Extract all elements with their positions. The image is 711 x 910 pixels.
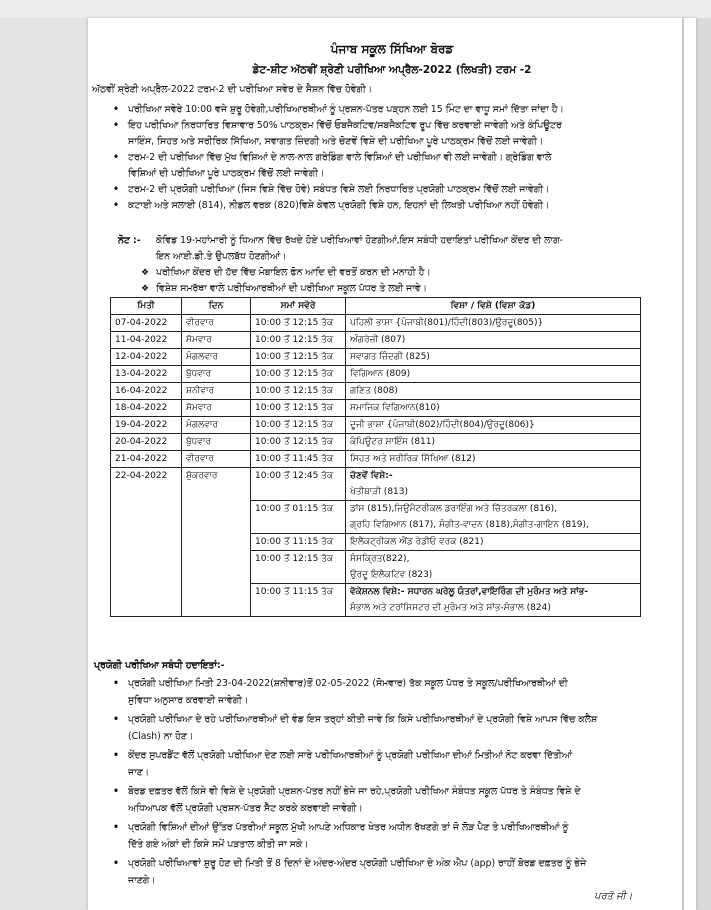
practical-item: ਅਧਿਆਪਕ ਵੱਲੋਂ ਪ੍ਰਯੋਗੀ ਪ੍ਰਸ਼ਨ-ਪੱਤਰ ਸੈੱਟ ਕਰਕੇ ਕਰਵਾਈ ਜਾਵੇਗੀ। bbox=[128, 803, 363, 814]
practical-item: • ਪ੍ਰਯੋਗੀ ਵਿਸ਼ਿਆਂ ਦੀਆਂ ਉੱਤਰ ਪੱਤਰੀਆਂ ਸਕੂਲ ਮੁੱਖੀ ਆਪਣੇ ਅਧਿਕਾਰ ਖੇਤਰ ਅਧੀਨ ਰੱਖਣਗੇ ਤਾਂ ਜੋ ਲੋੜ ਪੈਣ ਤੇ ਪਰੀਖਿਆਰਥੀਆਂ ਨੂੰ bbox=[128, 820, 568, 836]
datesheet-table bbox=[110, 297, 641, 617]
cell-subject bbox=[346, 551, 641, 584]
table-row bbox=[111, 417, 641, 434]
cell-time: 10:00 ਤੋਂ 11:15 ਤੱਕ bbox=[251, 584, 346, 617]
cell-time: 10:00 ਤੋਂ 12:15 ਤੱਕ bbox=[251, 366, 346, 383]
note-line-1: ਕੋਵਿਡ 19-ਮਹਾਂਮਾਰੀ ਨੂੰ ਧਿਆਨ ਵਿੱਚ ਰੱਖਦੇ ਹੋਏ ਪਰੀਖਿਆਵਾਂ ਹੋਣਗੀਆਂ,ਇਸ ਸਬੰਧੀ ਹਦਾਇਤਾਂ ਪਰੀਖਿਆ ਕੇਂਦਰ ਦੀ ਲਾਗ- bbox=[156, 235, 563, 246]
col-day: ਦਿਨ bbox=[182, 298, 251, 315]
cell-day: ਵੀਰਵਾਰ bbox=[182, 451, 251, 468]
note-item-special: ❖ ਵਿਸ਼ੇਸ਼ ਸਮਰੱਥਾ ਵਾਲੇ ਪਰੀਖਿਆਰਥੀਆਂ ਦੀ ਪਰੀਖਿਆ ਸਕੂਲ ਪੱਧਰ ਤੇ ਲਈ ਜਾਵੇ। bbox=[156, 281, 427, 297]
cell-date: 11-04-2022 bbox=[111, 332, 182, 349]
instruction-item: • ਪਰੀਖਿਆ ਸਵੇਰੇ 10:00 ਵਜੇ ਸ਼ੁਰੂ ਹੋਵੇਗੀ,ਪਰੀਖਿਆਰਥੀਆਂ ਨੂੰ ਪ੍ਰਸ਼ਨ-ਪੱਤਰ ਪੜ੍ਹਨ ਲਈ 15 ਮਿੰਟ ਦਾ ਵਾਧੂ ਸਮਾਂ ਦਿੱਤਾ ਜਾਂਦਾ ਹੈ। bbox=[128, 102, 564, 118]
cell-time: 10:00 ਤੋਂ 12:15 ਤੱਕ bbox=[251, 315, 346, 332]
instruction-item: • ਟਰਮ-2 ਦੀ ਪਰੀਖਿਆ ਵਿੱਚ ਮੁੱਖ ਵਿਸ਼ਿਆਂ ਦੇ ਨਾਲ-ਨਾਲ ਗਰੇਡਿੰਗ ਵਾਲੇ ਵਿਸ਼ਿਆਂ ਦੀ ਪਰੀਖਿਆ ਵੀ ਲਈ ਜਾਵੇਗੀ। ਗ੍ਰੇਡਿੰਗ ਵਾਲੇ bbox=[128, 150, 551, 166]
document-page bbox=[88, 18, 696, 910]
practical-heading: ਪ੍ਰਯੋਗੀ ਪਰੀਖਿਆ ਸਬੰਧੀ ਹਦਾਇਤਾਂ:- bbox=[94, 660, 225, 671]
cell-day: ਸ਼ੁੱਕਰਵਾਰ bbox=[182, 468, 251, 617]
subject-line: ਚੋਣਵੇਂ ਵਿਸ਼ੇ:- bbox=[350, 471, 393, 481]
practical-item: ਜਾਣਗੇ। bbox=[128, 875, 156, 886]
cell-date: 19-04-2022 bbox=[111, 417, 182, 434]
practical-item: ਦਿੱਤੇ ਗਏ ਅੰਕਾਂ ਦੀ ਕਿਸੇ ਸਮੇਂ ਪੜਤਾਲ ਕੀਤੀ ਜਾ ਸਕੇ। bbox=[128, 839, 309, 850]
practical-item: (Clash) ਨਾ ਹੋਣ। bbox=[128, 731, 194, 742]
subject-line: ਗ੍ਰਹਿ ਵਿਗਿਆਨ (817), ਸੰਗੀਤ-ਵਾਦਨ (818),ਸੰਗੀਤ-ਗਾਇਨ (819), bbox=[350, 520, 589, 530]
cell-subject: ਸਮਾਜਿਕ ਵਿਗਿਆਨ(810) bbox=[346, 400, 641, 417]
table-header-row bbox=[111, 298, 641, 315]
cell-subject: ਦੂਜੀ ਭਾਸ਼ਾ {ਪੰਜਾਬੀ(802)/ਹਿੰਦੀ(804)/ਉਰਦੂ(806)} bbox=[346, 417, 641, 434]
cell-day: ਵੀਰਵਾਰ bbox=[182, 315, 251, 332]
cell-date: 21-04-2022 bbox=[111, 451, 182, 468]
col-subject: ਵਿਸ਼ਾ / ਵਿਸ਼ੇ (ਵਿਸ਼ਾ ਕੋਡ) bbox=[346, 298, 641, 315]
subject-line: ਸੰਸਕ੍ਰਿਤ(822), bbox=[350, 554, 410, 564]
cell-subject: ਵਿਗਿਆਨ (809) bbox=[346, 366, 641, 383]
cell-subject bbox=[346, 501, 641, 534]
viewer-top-bar bbox=[0, 0, 711, 18]
table-row bbox=[111, 315, 641, 332]
table-row bbox=[111, 383, 641, 400]
col-time: ਸਮਾਂ ਸਵੇਰੇ bbox=[251, 298, 346, 315]
table-row bbox=[111, 400, 641, 417]
practical-item: • ਪ੍ਰਯੋਗੀ ਪਰੀਖਿਆ ਮਿਤੀ 23-04-2022(ਸ਼ਨੀਵਾਰ)ਤੋਂ 02-05-2022 (ਸੋਮਵਾਰ) ਤੱਕ ਸਕੂਲ ਪੱਧਰ ਤੇ ਸਕੂਲ/ਪਰੀਖਿਆਰਥੀਆਂ ਦੀ bbox=[128, 676, 568, 692]
cell-time: 10:00 ਤੋਂ 12:45 ਤੱਕ bbox=[251, 468, 346, 501]
note-item-mobile: ❖ ਪਰੀਖਿਆ ਕੇਂਦਰ ਦੀ ਹੱਦ ਵਿੱਚ ਮੋਬਾਇਲ ਫੋਨ ਆਦਿ ਦੀ ਵਰਤੋਂ ਕਰਨ ਦੀ ਮਨਾਹੀ ਹੈ। bbox=[156, 265, 431, 281]
viewer-left-margin bbox=[0, 18, 88, 910]
practical-item: ਜਾਣ। bbox=[128, 767, 150, 778]
instruction-item: ਵਿਸ਼ਿਆਂ ਦੀ ਪਰੀਖਿਆ ਪੂਰੇ ਪਾਠਕ੍ਰਮ ਵਿੱਚੋਂ ਲਈ ਜਾਵੇਗੀ। bbox=[128, 168, 325, 179]
table-row bbox=[111, 366, 641, 383]
cell-subject bbox=[346, 468, 641, 501]
cell-subject: ਪਹਿਲੀ ਭਾਸ਼ਾ {ਪੰਜਾਬੀ(801)/ਹਿੰਦੀ(803)/ਉਰਦੂ(805)} bbox=[346, 315, 641, 332]
cell-time: 10:00 ਤੋਂ 12:15 ਤੱਕ bbox=[251, 400, 346, 417]
cell-time: 10:00 ਤੋਂ 11:45 ਤੱਕ bbox=[251, 451, 346, 468]
cell-time: 10:00 ਤੋਂ 12:15 ਤੱਕ bbox=[251, 349, 346, 366]
cell-day: ਸ਼ਨੀਵਾਰ bbox=[182, 383, 251, 400]
cell-subject: ਸਵਾਗਤ ਜ਼ਿੰਦਗੀ (825) bbox=[346, 349, 641, 366]
table-row bbox=[111, 468, 641, 501]
table-row bbox=[111, 451, 641, 468]
signature: ਪਰਤੋ ਜੀ। bbox=[594, 891, 633, 902]
table-row bbox=[111, 332, 641, 349]
subject-line: ਇਲੈਕਟ੍ਰੀਕਲ ਐਂਡ ਰੇਡੀਓ ਵਰਕ (821) bbox=[350, 537, 484, 547]
cell-day: ਮੰਗਲਵਾਰ bbox=[182, 349, 251, 366]
cell-day: ਮੰਗਲਵਾਰ bbox=[182, 417, 251, 434]
cell-day: ਸੋਮਵਾਰ bbox=[182, 400, 251, 417]
table-row bbox=[111, 434, 641, 451]
note-label: ਨੋਟ :- bbox=[118, 235, 141, 246]
practical-item: • ਪ੍ਰਯੋਗੀ ਪਰੀਖਿਆਵਾਂ ਸ਼ੁਰੂ ਹੋਣ ਦੀ ਮਿਤੀ ਤੋਂ 8 ਦਿਨਾਂ ਦੇ ਅੰਦਰ-ਅੰਦਰ ਪ੍ਰਯੋਗੀ ਪਰੀਖਿਆ ਦੇ ਅੰਕ ਐਪ (app) ਰਾਹੀਂ ਬੋਰਡ ਦਫ਼ਤਰ ਨੂੰ ਭੇਜੇ bbox=[128, 856, 586, 872]
instruction-item: • ਕਟਾਈ ਅਤੇ ਸਲਾਈ (814), ਨੀਡਲ ਵਰਕ (820)ਵਿਸ਼ੇ ਕੇਵਲ ਪ੍ਰਯੋਗੀ ਵਿਸ਼ੇ ਹਨ, ਇਹਨਾਂ ਦੀ ਲਿਖਤੀ ਪਰੀਖਿਆ ਨਹੀਂ ਹੋਵੇਗੀ। bbox=[128, 198, 549, 214]
cell-date: 13-04-2022 bbox=[111, 366, 182, 383]
cell-time: 10:00 ਤੋਂ 12:15 ਤੱਕ bbox=[251, 551, 346, 584]
page-edge bbox=[682, 18, 684, 910]
cell-time: 10:00 ਤੋਂ 01:15 ਤੱਕ bbox=[251, 501, 346, 534]
subject-line: ਉਰਦੂ ਇਲੈਕਟਿਵ (823) bbox=[350, 570, 433, 580]
cell-subject bbox=[346, 534, 641, 551]
cell-day: ਸੋਮਵਾਰ bbox=[182, 332, 251, 349]
practical-item: • ਪ੍ਰਯੋਗੀ ਪਰੀਖਿਆ ਦੇ ਰਹੇ ਪਰੀਖਿਆਰਥੀਆਂ ਦੀ ਵੰਡ ਇਸ ਤਰ੍ਹਾਂ ਕੀਤੀ ਜਾਵੇ ਕਿ ਕਿਸੇ ਪਰੀਖਿਆਰਥੀਆਂ ਦੇ ਪ੍ਰਯੋਗੀ ਵਿਸ਼ੇ ਆਪਸ ਵਿੱਚ ਕਲੈਸ਼ bbox=[128, 712, 597, 728]
cell-subject: ਸਿਹਤ ਅਤੇ ਸਰੀਰਿਕ ਸਿੱਖਿਆ (812) bbox=[346, 451, 641, 468]
cell-day: ਬੁੱਧਵਾਰ bbox=[182, 366, 251, 383]
cell-subject bbox=[346, 584, 641, 617]
cell-time: 10:00 ਤੋਂ 12:15 ਤੱਕ bbox=[251, 332, 346, 349]
datesheet-subtitle: ਡੇਟ-ਸ਼ੀਟ ਅੱਠਵੀਂ ਸ਼੍ਰੇਣੀ ਪਰੀਖਿਆ ਅਪ੍ਰੈਲ-2022 (ਲਿਖਤੀ) ਟਰਮ -2 bbox=[252, 64, 532, 76]
cell-subject: ਕੰਪਿਊਟਰ ਸਾਇੰਸ (811) bbox=[346, 434, 641, 451]
practical-item: • ਬੋਰਡ ਦਫ਼ਤਰ ਵੱਲੋਂ ਕਿਸੇ ਵੀ ਵਿਸ਼ੇ ਦੇ ਪ੍ਰਯੋਗੀ ਪ੍ਰਸ਼ਨ-ਪੱਤਰ ਨਹੀਂ ਭੇਜੇ ਜਾ ਰਹੇ,ਪ੍ਰਯੋਗੀ ਪਰੀਖਿਆ ਸੰਬੰਧਤ ਸਕੂਲ ਪੱਧਰ ਤੇ ਸੰਬੰਧਤ ਵਿਸ਼ੇ ਦੇ bbox=[128, 784, 581, 800]
practical-item: • ਕੇਂਦਰ ਸੁਪਰਡੈਂਟ ਵੱਲੋਂ ਪ੍ਰਯੋਗੀ ਪਰੀਖਿਆ ਦੇਣ ਲਈ ਸਾਰੇ ਪਰੀਖਿਆਰਥੀਆਂ ਨੂੰ ਪ੍ਰਯੋਗੀ ਪਰੀਖਿਆ ਦੀਆਂ ਮਿਤੀਆਂ ਨੋਟ ਕਰਵਾ ਦਿੱਤੀਆਂ bbox=[128, 748, 572, 764]
instruction-item: ਸਾਇੰਸ, ਸਿਹਤ ਅਤੇ ਸਰੀਰਿਕ ਸਿੱਖਿਆ, ਸਵਾਗਤ ਜ਼ਿੰਦਗੀ ਅਤੇ ਚੋਣਵੇਂ ਵਿਸ਼ੇ ਦੀ ਪਰੀਖਿਆ ਪੂਰੇ ਪਾਠਕ੍ਰਮ ਵਿੱਚੋਂ ਲਈ ਜਾਵੇਗੀ। bbox=[128, 136, 544, 147]
cell-date: 20-04-2022 bbox=[111, 434, 182, 451]
subject-line: ਖੇਤੀਬਾੜੀ (813) bbox=[350, 487, 409, 497]
instruction-item: • ਇਹ ਪਰੀਖਿਆ ਨਿਰਧਾਰਿਤ ਵਿਸ਼ਾਵਾਰ 50% ਪਾਠਕ੍ਰਮ ਵਿੱਚੋਂ ਓਬਜੈਕਟਿਵ/ਸਬਜੈਕਟਿਵ ਰੂਪ ਵਿੱਚ ਕਰਵਾਈ ਜਾਵੇਗੀ ਅਤੇ ਕੰਪਿਊਟਰ bbox=[128, 118, 562, 134]
subject-line: ਡਾਂਸ (815),ਜਿਉਮੈਟਰੀਕਲ ਡਰਾਇੰਗ ਅਤੇ ਚਿੱਤਰਕਲਾ (816), bbox=[350, 504, 557, 514]
cell-date: 12-04-2022 bbox=[111, 349, 182, 366]
intro-text: ਅੱਠਵੀਂ ਸ਼੍ਰੇਣੀ ਅਪ੍ਰੈਲ-2022 ਟਰਮ-2 ਦੀ ਪਰੀਖਿਆ ਸਵੇਰ ਦੇ ਸੈਸ਼ਨ ਵਿੱਚ ਹੋਵੇਗੀ। bbox=[92, 84, 373, 95]
table-body bbox=[111, 315, 641, 617]
cell-subject: ਅੰਗਰੇਜ਼ੀ (807) bbox=[346, 332, 641, 349]
subject-line: ਵੋਕੇਸ਼ਨਲ ਵਿਸ਼ੇ:- ਸਧਾਰਨ ਘਰੇਲੂ ਯੰਤਰਾਂ,ਵਾਇਰਿੰਗ ਦੀ ਮੁਰੰਮਤ ਅਤੇ ਸਾਂਭ- bbox=[350, 587, 589, 597]
board-title: ਪੰਜਾਬ ਸਕੂਲ ਸਿੱਖਿਆ ਬੋਰਡ bbox=[330, 42, 454, 56]
cell-day: ਬੁੱਧਵਾਰ bbox=[182, 434, 251, 451]
cell-time: 10:00 ਤੋਂ 12:15 ਤੱਕ bbox=[251, 417, 346, 434]
subject-line: ਸੰਭਾਲ ਅਤੇ ਟਰਾਂਸਿਸਟਰ ਦੀ ਮੁਰੰਮਤ ਅਤੇ ਸਾਂਭ-ਸੰਭਾਲ (824) bbox=[350, 603, 551, 613]
note-line-2: ਇਨ ਆਈ.ਡੀ.ਤੇ ਉਪਲਬੱਧ ਹੋਣਗੀਆਂ। bbox=[156, 251, 287, 262]
cell-date: 18-04-2022 bbox=[111, 400, 182, 417]
cell-time: 10:00 ਤੋਂ 12:15 ਤੱਕ bbox=[251, 383, 346, 400]
cell-time: 10:00 ਤੋਂ 11:15 ਤੱਕ bbox=[251, 534, 346, 551]
col-date: ਮਿਤੀ bbox=[111, 298, 182, 315]
cell-time: 10:00 ਤੋਂ 12:15 ਤੱਕ bbox=[251, 434, 346, 451]
cell-date: 16-04-2022 bbox=[111, 383, 182, 400]
cell-date: 22-04-2022 bbox=[111, 468, 182, 617]
cell-subject: ਗਣਿਤ (808) bbox=[346, 383, 641, 400]
practical-item: ਸੁਵਿਧਾ ਅਨੁਸਾਰ ਕਰਵਾਈ ਜਾਵੇਗੀ। bbox=[128, 695, 249, 706]
cell-date: 07-04-2022 bbox=[111, 315, 182, 332]
table-row bbox=[111, 349, 641, 366]
instruction-item: • ਟਰਮ-2 ਦੀ ਪ੍ਰਯੋਗੀ ਪਰੀਖਿਆ (ਜਿਸ ਵਿਸ਼ੇ ਵਿੱਚ ਹੋਵੇ) ਸਬੰਧਤ ਵਿਸ਼ੇ ਲਈ ਨਿਰਧਾਰਿਤ ਪ੍ਰਯੋਗੀ ਪਾਠਕ੍ਰਮ ਵਿੱਚੋਂ ਲਈ ਜਾਵੇਗੀ। bbox=[128, 182, 549, 198]
